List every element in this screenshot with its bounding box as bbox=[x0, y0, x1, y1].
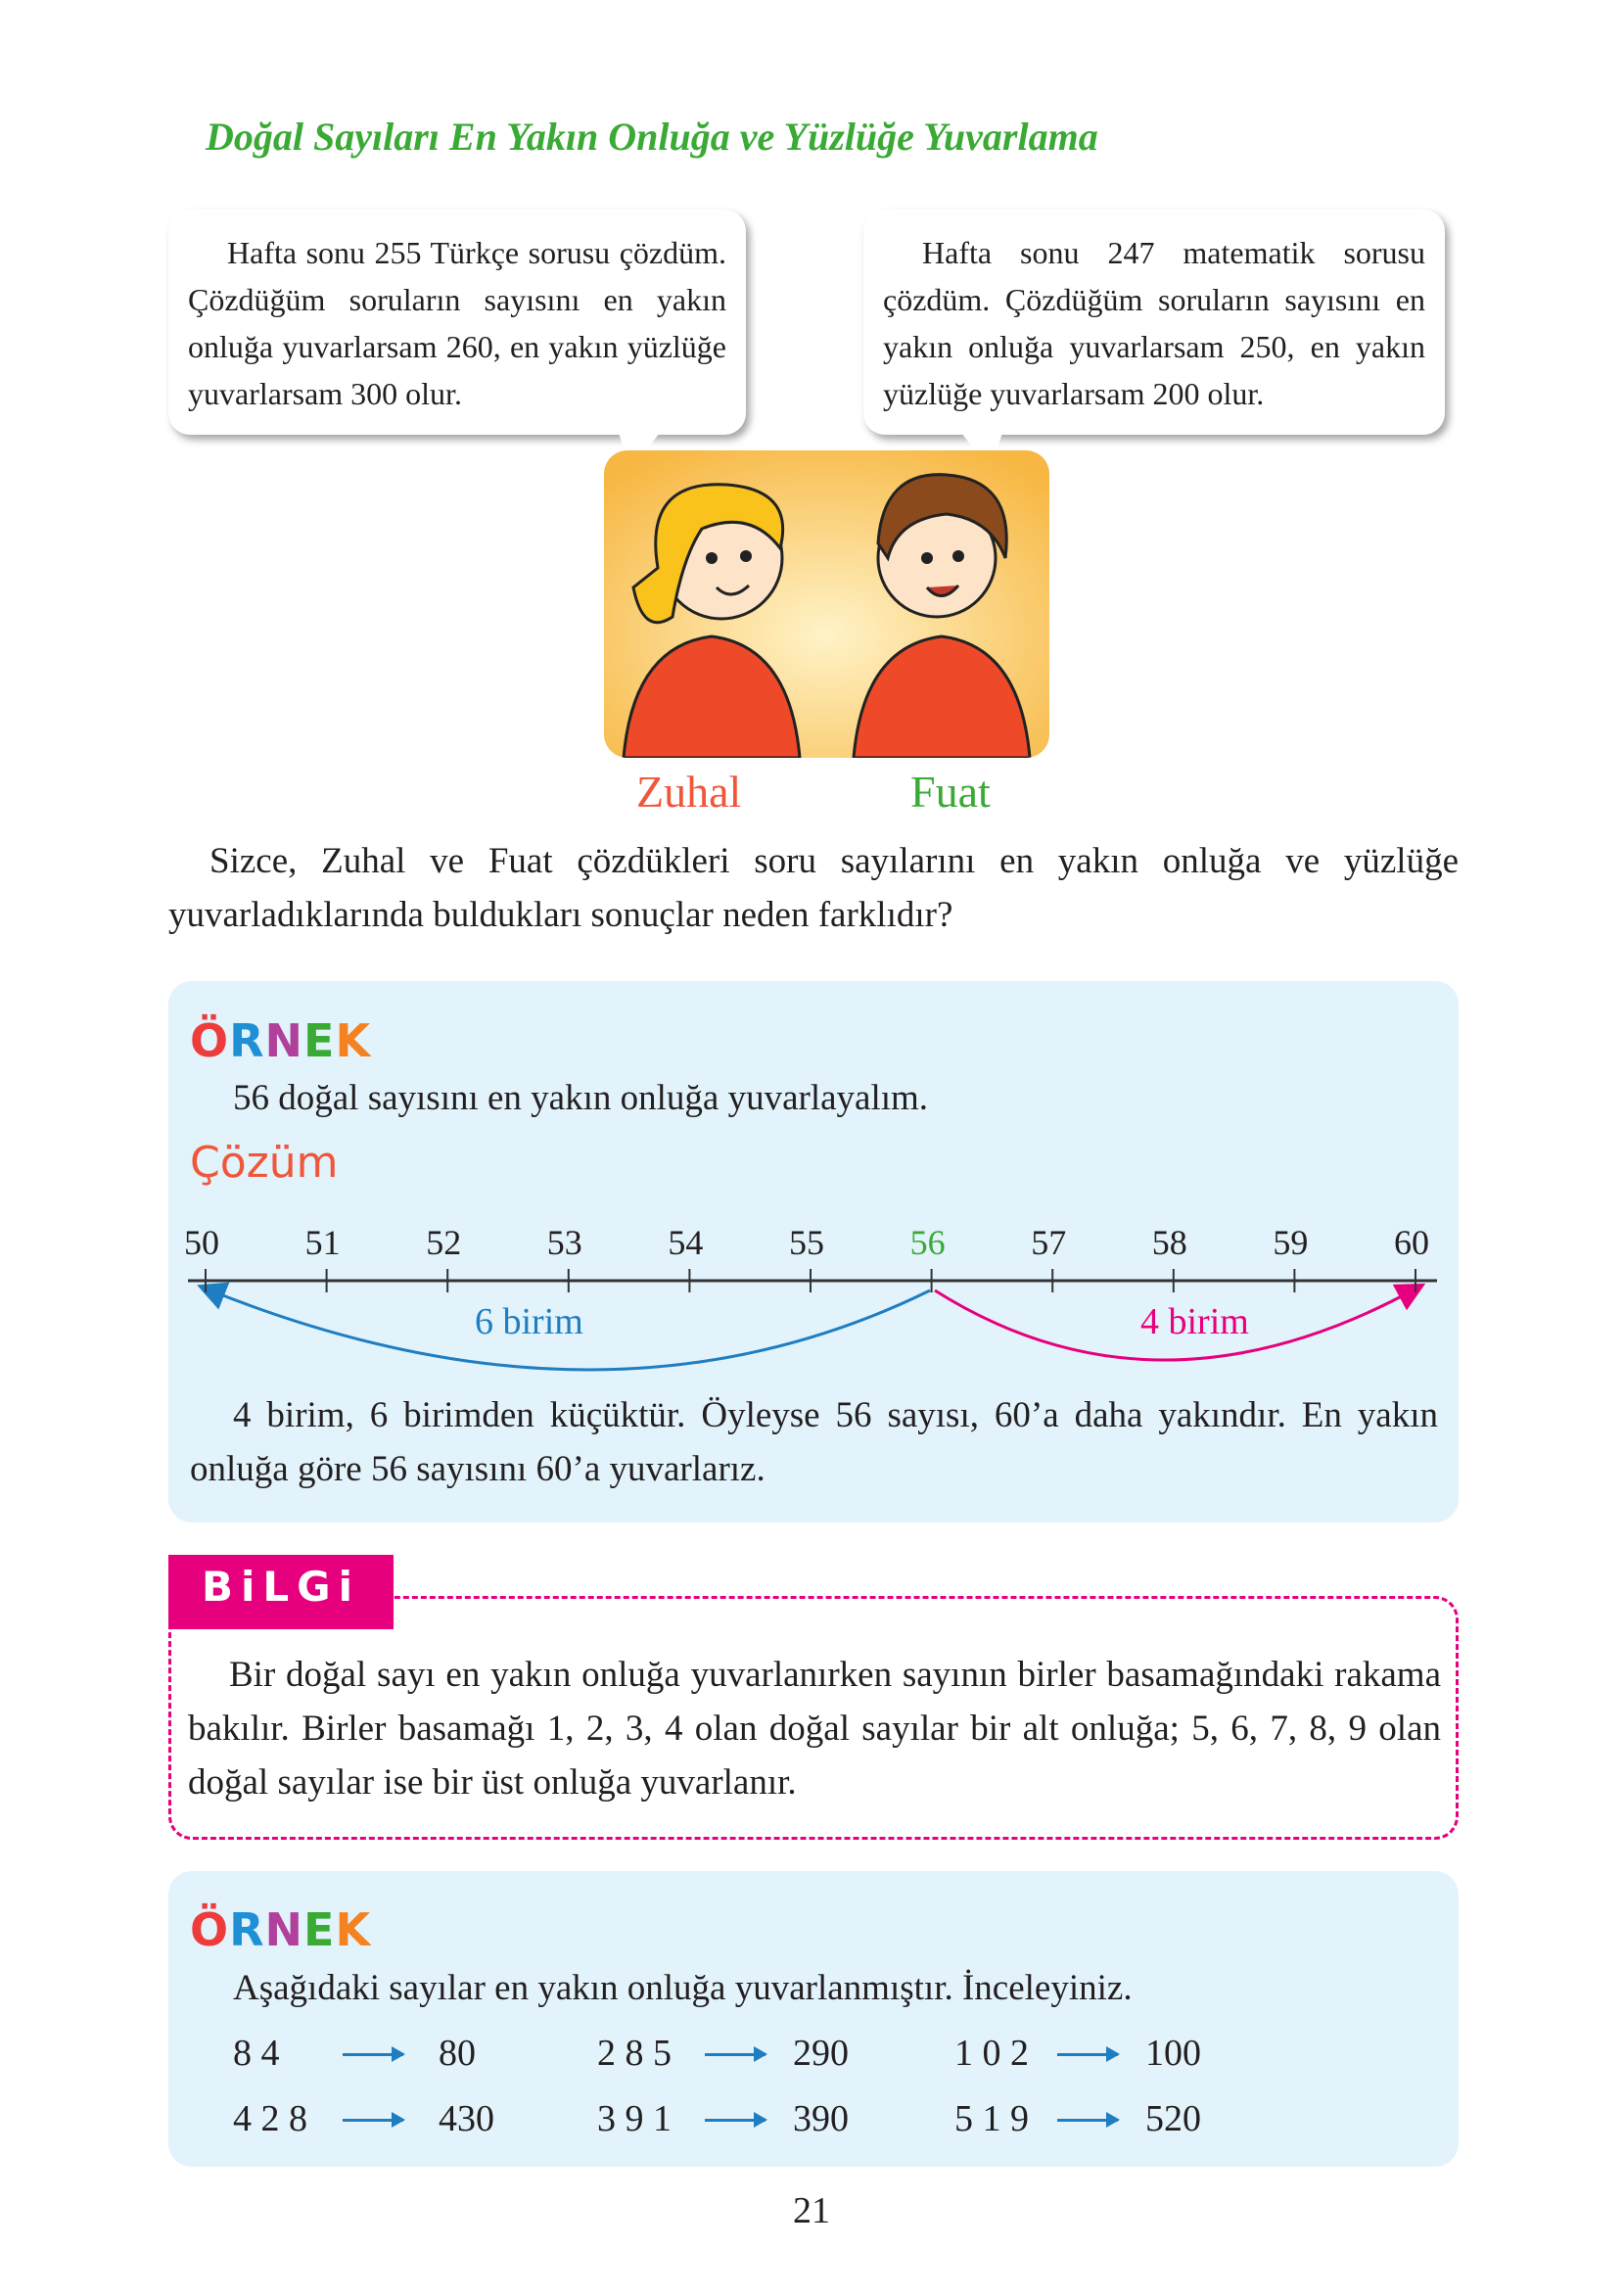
speech-bubble-fuat: Hafta sonu 247 matematik sorusu çözdüm. Çözdüğüm soruların sayısını en yakın onluğa yuvarlarsam 250, en yakın yüzlüğe yuvarlarsam 200 olur. bbox=[863, 210, 1445, 435]
speech-bubble-zuhal: Hafta sonu 255 Türkçe sorusu çözdüm. Çözdüğüm soruların sayısını en yakın onluğa yuvarlarsam 260, en yakın yüzlüğe yuvarlarsam 300 olur. bbox=[168, 210, 746, 435]
name-fuat: Fuat bbox=[910, 767, 991, 817]
original-number: 5 1 9 bbox=[954, 2098, 1029, 2139]
example1-prompt: 56 doğal sayısını en yakın onluğa yuvarlayalım. bbox=[233, 1078, 929, 1118]
number-line-label: 51 bbox=[304, 1223, 341, 1262]
arrow-right-icon bbox=[343, 2119, 403, 2122]
rounded-number: 80 bbox=[439, 2033, 476, 2074]
example1-conclusion: 4 birim, 6 birimden küçüktür. Öyleyse 56 sayısı, 60’a daha yakındır. En yakın onluğa göre 56 sayısını 60’a yuvarlarız. bbox=[190, 1395, 1438, 1489]
number-line-label: 58 bbox=[1151, 1223, 1187, 1262]
ornek-letter: R bbox=[229, 1014, 265, 1067]
info-tag: BiLGi bbox=[168, 1555, 394, 1629]
ornek-letter: E bbox=[303, 1903, 336, 1956]
rounded-number: 390 bbox=[793, 2098, 849, 2139]
ornek-letter: K bbox=[335, 1014, 372, 1067]
question-text: Sizce, Zuhal ve Fuat çözdükleri soru sayılarını en yakın onluğa ve yüzlüğe yuvarladıklarında buldukları sonuçlar neden farklıdır? bbox=[168, 841, 1459, 935]
ornek-letter: N bbox=[264, 1903, 304, 1956]
original-number: 8 4 bbox=[233, 2033, 280, 2074]
example2-prompt: Aşağıdaki sayılar en yakın onluğa yuvarlanmıştır. İnceleyiniz. bbox=[233, 1968, 1133, 2008]
arc-right-label: 4 birim bbox=[1140, 1301, 1249, 1342]
number-line-label: 54 bbox=[668, 1223, 704, 1262]
arrow-right-icon bbox=[1057, 2053, 1118, 2056]
rounded-number: 520 bbox=[1145, 2098, 1201, 2139]
ornek-letter: N bbox=[264, 1014, 304, 1067]
number-line-label: 60 bbox=[1394, 1223, 1429, 1262]
original-number: 3 9 1 bbox=[597, 2098, 672, 2139]
arrow-right-icon bbox=[705, 2053, 766, 2056]
number-line-label: 52 bbox=[426, 1223, 462, 1262]
number-line-label: 55 bbox=[789, 1223, 824, 1262]
ornek-letter: Ö bbox=[190, 1014, 230, 1067]
number-line-label: 56 bbox=[909, 1223, 946, 1262]
arc-left-label: 6 birim bbox=[475, 1301, 583, 1342]
rounded-number: 430 bbox=[439, 2098, 494, 2139]
number-line-label: 53 bbox=[546, 1223, 582, 1262]
ornek-heading bbox=[190, 1014, 371, 1067]
number-line-label: 59 bbox=[1273, 1223, 1309, 1262]
page-title: Doğal Sayıları En Yakın Onluğa ve Yüzlüğe Yuvarlama bbox=[206, 115, 1098, 159]
original-number: 1 0 2 bbox=[954, 2033, 1029, 2074]
ornek-letter: Ö bbox=[190, 1903, 230, 1956]
solution-heading: Çözüm bbox=[190, 1138, 339, 1188]
original-number: 2 8 5 bbox=[597, 2033, 672, 2074]
info-text: Bir doğal sayı en yakın onluğa yuvarlanırken sayının birler basamağındaki rakama bakılır. Birler basamağı 1, 2, 3, 4 olan doğal sayılar bir alt onluğa; 5, 6, 7, 8, 9 olan doğal sayılar ise bir üst onluğa yuvarlanır. bbox=[188, 1655, 1441, 1803]
ornek-heading bbox=[190, 1903, 371, 1956]
arrow-right-icon bbox=[705, 2119, 766, 2122]
name-zuhal: Zuhal bbox=[636, 767, 742, 817]
ornek-letter: K bbox=[335, 1903, 372, 1956]
arrow-right-icon bbox=[1057, 2119, 1118, 2122]
rounded-number: 290 bbox=[793, 2033, 849, 2074]
rounded-number: 100 bbox=[1145, 2033, 1201, 2074]
ornek-letter: R bbox=[229, 1903, 265, 1956]
original-number: 4 2 8 bbox=[233, 2098, 307, 2139]
children-illustration bbox=[604, 450, 1049, 758]
number-line-label: 57 bbox=[1031, 1223, 1067, 1262]
number-line-label: 50 bbox=[184, 1223, 219, 1262]
ornek-letter: E bbox=[303, 1014, 336, 1067]
page-number: 21 bbox=[793, 2190, 830, 2231]
arrow-right-icon bbox=[343, 2053, 403, 2056]
